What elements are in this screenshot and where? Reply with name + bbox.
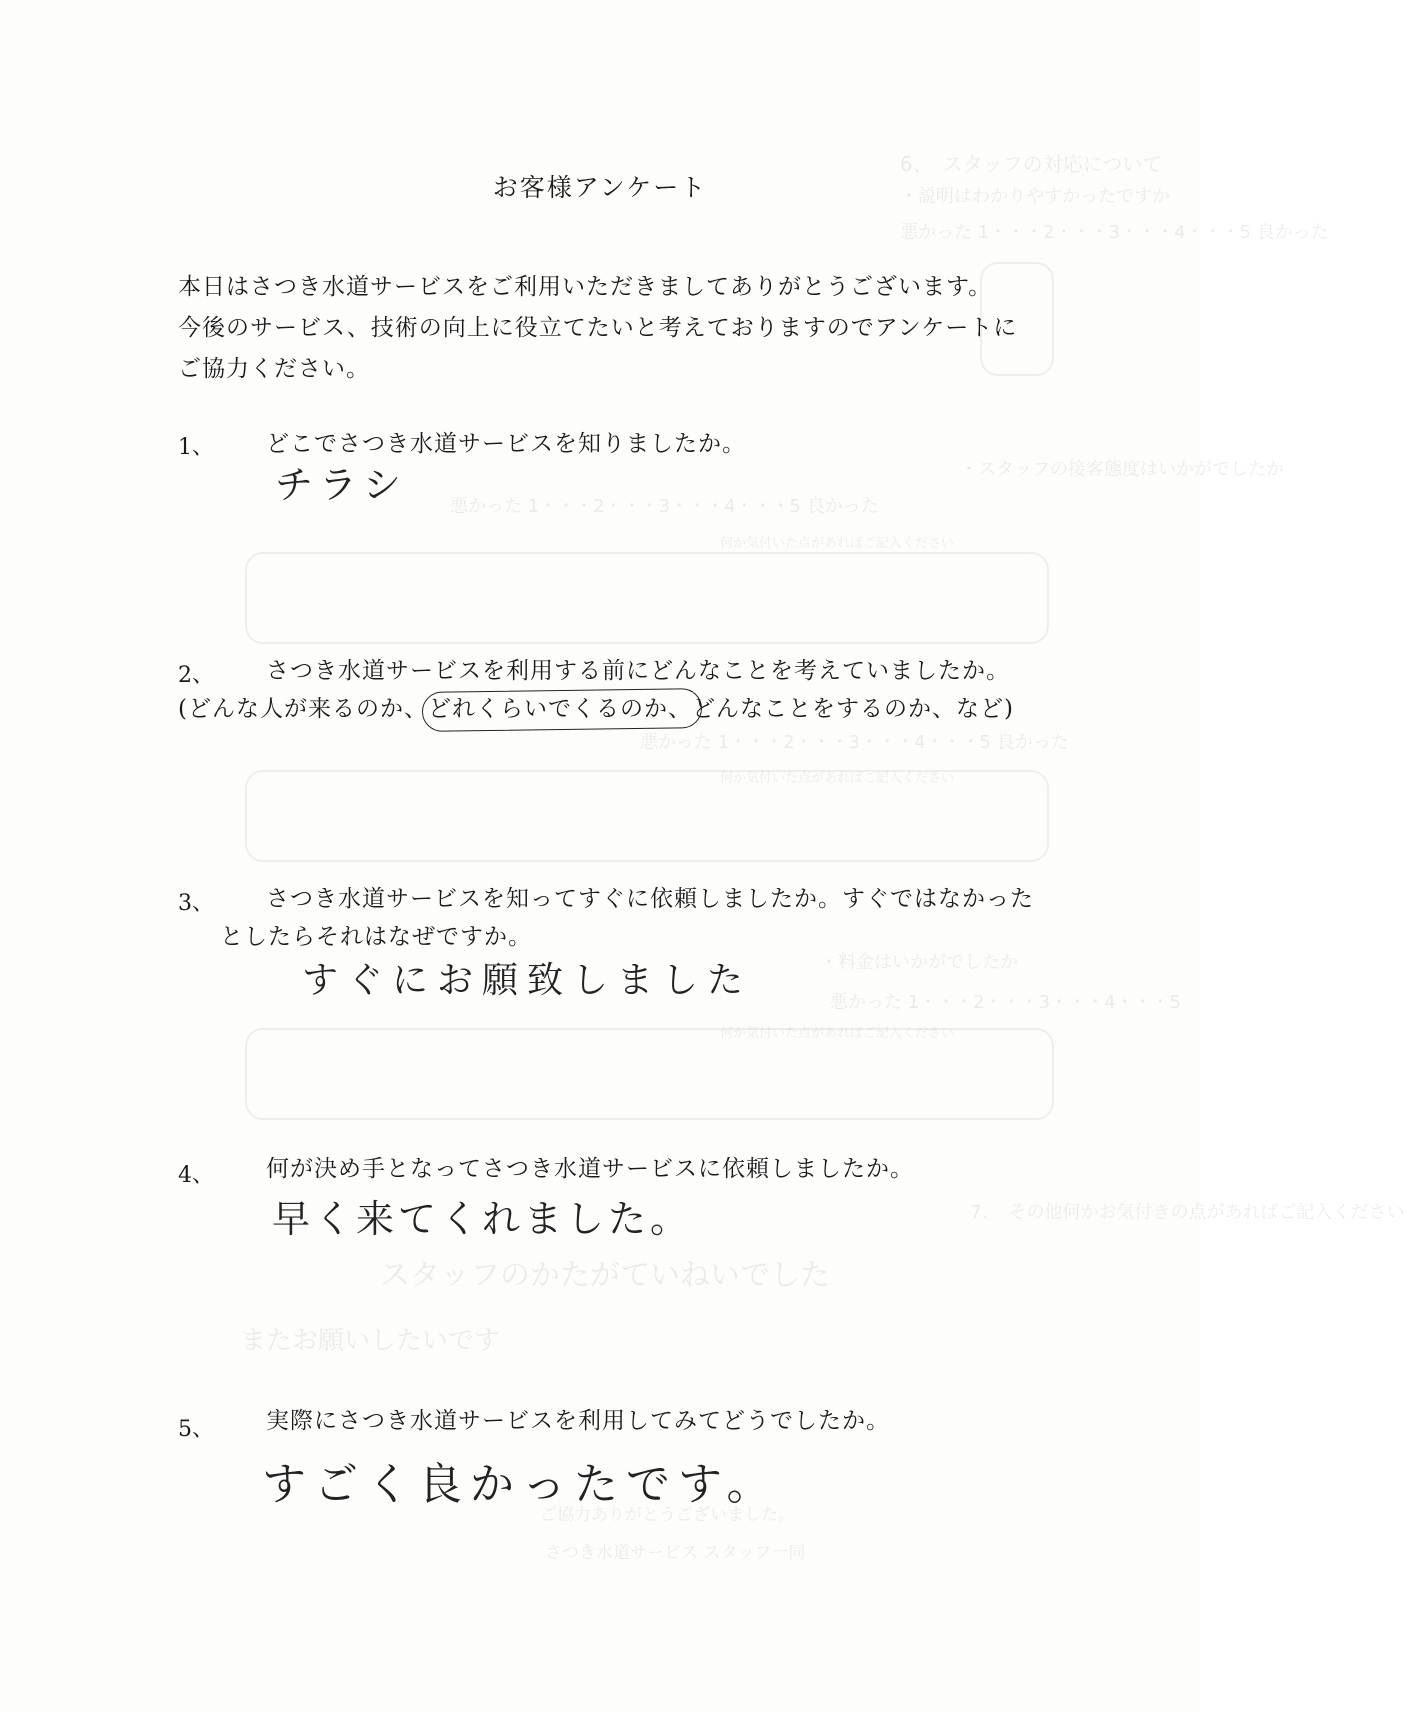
question-text: としたらそれはなぜですか。 — [220, 924, 532, 950]
handwritten-answer: すごく良かったです。 — [262, 1459, 779, 1510]
detail-before: (どんな人が来るのか、 — [178, 696, 428, 722]
question-text: さつき水道サービスを知ってすぐに依頼しましたか。すぐではなかった — [266, 886, 1034, 912]
question-number: 3、 — [178, 891, 214, 916]
detail-after: どんなことをするのか、など) — [691, 696, 1014, 722]
handwritten-answer: すぐにお願致しました — [302, 960, 753, 1001]
question-text: どこでさつき水道サービスを知りましたか。 — [266, 431, 746, 457]
question-number: 2、 — [178, 663, 214, 688]
question-text: 実際にさつき水道サービスを利用してみてどうでしたか。 — [266, 1408, 890, 1434]
question-text: さつき水道サービスを利用する前にどんなことを考えていましたか。 — [266, 658, 1010, 684]
question-detail — [178, 690, 1014, 723]
intro-line: ご協力ください。 — [178, 356, 370, 382]
intro-line: 今後のサービス、技術の向上に役立てたいと考えておりますのでアンケートに — [178, 315, 1018, 341]
survey-page: 6、 スタッフの対応について ・説明はわかりやすかったですか 悪かった 1・・・2・・・3・・・4・・・5 良かった ・スタッフの接客態度はいかがでしたか 悪かった 1・・・2・・・3・・・4・・・5 良かった 何か気付いた点があればご記入ください 悪かった 1・・・2・・・3・・・4・・・5 良かった 何か気付いた点があればご記入ください ・料金はいかがでしたか 悪かった 1・・・2・・・3・・・4・・・5 何か気付いた点があればご記入ください 7、 その他何かお気付きの点があればご記入ください スタッフのかたがていねいでした またお願いしたいです ご協力ありがとうございました。 さつき水道サービス スタッフ一同 お客様アンケート 本日はさつき水道サービスをご利用いただきましてありがとうございます。 今後のサービス、技術の向上に役立てたいと考えておりますのでアンケートに ご協力ください。 1、 どこでさつき水道サービスを知りましたか。 チラシ 2、 さつき水道サービスを利用する前にどんなことを考えていましたか。 (どんな人が来るのか、どれくらいでくるのか、どんなことをするのか、など) 3、 さつき水道サービスを知ってすぐに依頼しましたか。すぐではなかった としたらそれはなぜですか。 すぐにお願致しました 4、 何が決め手となってさつき水道サービスに依頼しましたか。 早く来てくれました。 5、 実際にさつき水道サービスを利用してみてどうでしたか。 すごく良かったです。 — [0, 0, 1200, 1711]
handwritten-answer: 早く来てくれました。 — [272, 1197, 693, 1241]
question-number: 1、 — [178, 435, 214, 460]
intro-line: 本日はさつき水道サービスをご利用いただきましてありがとうございます。 — [178, 274, 993, 300]
circled-option: どれくらいでくるのか、 — [427, 696, 692, 722]
question-text: 何が決め手となってさつき水道サービスに依頼しましたか。 — [266, 1156, 914, 1182]
handwritten-answer: チラシ — [275, 463, 408, 507]
survey-title: お客様アンケート — [492, 173, 708, 202]
question-number: 4、 — [178, 1163, 214, 1188]
question-number: 5、 — [178, 1417, 214, 1442]
